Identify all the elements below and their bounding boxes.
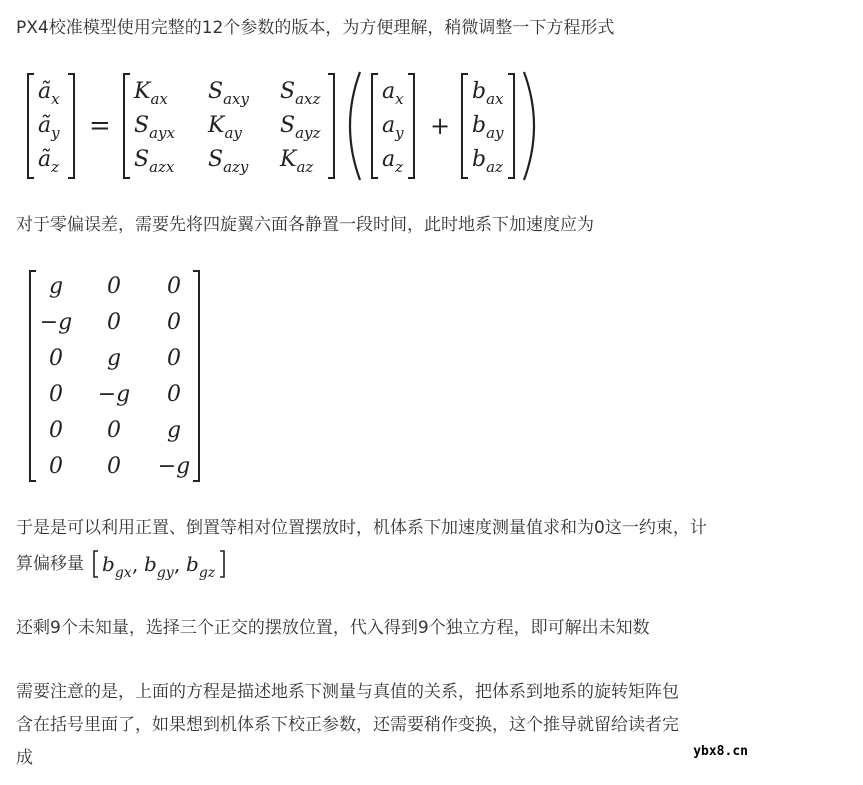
remaining-paragraph: 还剩9个未知量，选择三个正交的摆放位置，代入得到9个独立方程，即可解出未知数 [16, 618, 650, 638]
gravity-matrix-entry: 0 [167, 382, 181, 407]
watermark-logo: ybx8.cn [693, 744, 748, 759]
gravity-matrix-entry: g [166, 418, 182, 443]
offset-comma: , [132, 552, 139, 576]
vector-b-entry: $b_{ay}$ [472, 113, 504, 142]
gravity-matrix-entry: g [106, 346, 122, 371]
vector-a-entry: $a_x$ [382, 79, 404, 108]
gravity-matrix-entry: 0 [107, 310, 121, 335]
matrix-entry: $S_{azx}$ [134, 147, 175, 176]
gravity-matrix-entry: 0 [107, 418, 121, 443]
note-paragraph-line2: 含在括号里面了，如果想到机体系下校正参数，还需要稍作变换，这个推导就留给读者完 [16, 715, 679, 735]
gravity-matrix-entry: −g [157, 454, 191, 479]
vector-b-entry: $b_{az}$ [472, 147, 503, 176]
sum-paragraph-line1: 于是是可以利用正置、倒置等相对位置摆放时，机体系下加速度测量值求和为0这一约束，计 [16, 518, 707, 538]
vector-a-entry: $a_z$ [382, 147, 404, 176]
matrix-entry: $S_{axz}$ [280, 79, 321, 108]
vector-b-entry: $b_{ax}$ [472, 79, 504, 108]
offset-vector-entry: $b_{gz}$ [186, 552, 216, 581]
gravity-matrix-entry: g [48, 274, 64, 299]
gravity-matrix-entry: 0 [107, 454, 121, 479]
zero-bias-paragraph: 对于零偏误差，需要先将四旋翼六面各静置一段时间，此时地系下加速度应为 [16, 215, 594, 235]
matrix-entry: $K_{az}$ [280, 147, 314, 176]
gravity-matrix-entry: 0 [49, 382, 63, 407]
offset-comma: , [174, 552, 181, 576]
gravity-matrix-entry: −g [97, 382, 131, 407]
equals-sign: = [89, 111, 111, 141]
gravity-matrix-entry: 0 [49, 418, 63, 443]
matrix-entry: $K_{ax}$ [134, 79, 168, 108]
gravity-matrix-entry: 0 [49, 454, 63, 479]
note-paragraph-line3: 成 [16, 748, 33, 768]
matrix-entry: $K_{ay}$ [208, 113, 242, 142]
note-paragraph-line1: 需要注意的是，上面的方程是描述地系下测量与真值的关系，把体系到地系的旋转矩阵包 [16, 682, 679, 702]
offset-vector-entry: $b_{gx}$ [102, 552, 132, 581]
matrix-entry: $S_{ayx}$ [134, 113, 175, 142]
gravity-matrix-entry: 0 [167, 274, 181, 299]
matrix-entry: $S_{azy}$ [208, 147, 249, 176]
matrix-entry: $S_{axy}$ [208, 79, 249, 108]
gravity-matrix-entry: 0 [167, 310, 181, 335]
vector-a-entry: $a_y$ [382, 113, 404, 142]
lhs-entry: $ã_x$ [38, 79, 60, 108]
gravity-matrix-entry: 0 [167, 346, 181, 371]
offset-vector-entry: $b_{gy}$ [144, 552, 174, 581]
intro-paragraph: PX4校准模型使用完整的12个参数的版本，为方便理解，稍微调整一下方程形式 [16, 18, 615, 38]
lhs-entry: $ã_z$ [38, 147, 60, 176]
gravity-matrix-entry: 0 [107, 274, 121, 299]
gravity-matrix [28, 268, 208, 486]
offset-vector [92, 547, 232, 581]
lhs-entry: $ã_y$ [38, 113, 60, 142]
gravity-matrix-entry: 0 [49, 346, 63, 371]
calibration-equation [18, 68, 558, 184]
sum-paragraph-prefix: 算偏移量 [16, 553, 84, 574]
gravity-matrix-entry: −g [39, 310, 73, 335]
sum-paragraph-line2 [16, 547, 856, 581]
matrix-entry: $S_{ayz}$ [280, 113, 321, 142]
plus-sign: + [430, 112, 451, 140]
